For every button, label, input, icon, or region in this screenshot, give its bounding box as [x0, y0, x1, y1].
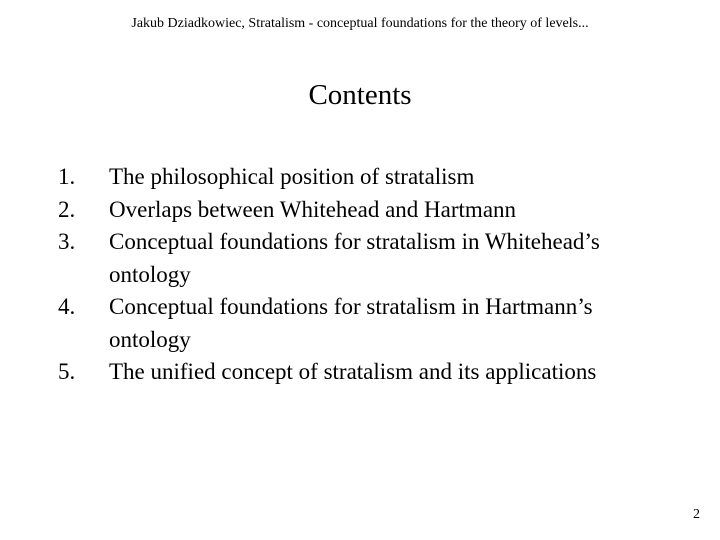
contents-item — [58, 226, 658, 291]
page-number: 2 — [693, 507, 700, 522]
contents-item — [58, 356, 658, 389]
slide-title: Contents — [308, 79, 412, 111]
contents-item-number: 5. — [58, 359, 76, 384]
contents-item-number: 4. — [58, 294, 76, 319]
contents-item-text: The philosophical position of stratalism — [109, 164, 475, 189]
contents-item-text: Conceptual foundations for stratalism in Whitehead’s ontology — [109, 229, 600, 287]
contents-item-text: Overlaps between Whitehead and Hartmann — [109, 196, 517, 222]
contents-item-number: 2. — [58, 196, 76, 222]
contents-list — [58, 161, 658, 389]
slide-header: Jakub Dziadkowiec, Stratalism - conceptual foundations for the theory of levels... — [131, 16, 589, 31]
contents-item — [58, 194, 658, 227]
contents-item-number: 1. — [58, 164, 76, 189]
contents-item-number: 3. — [58, 229, 76, 254]
contents-item-text: The unified concept of stratalism and its applications — [109, 359, 597, 384]
contents-item-text: Conceptual foundations for stratalism in Hartmann’s ontology — [109, 294, 593, 352]
contents-item — [58, 161, 658, 194]
contents-item — [58, 291, 658, 356]
